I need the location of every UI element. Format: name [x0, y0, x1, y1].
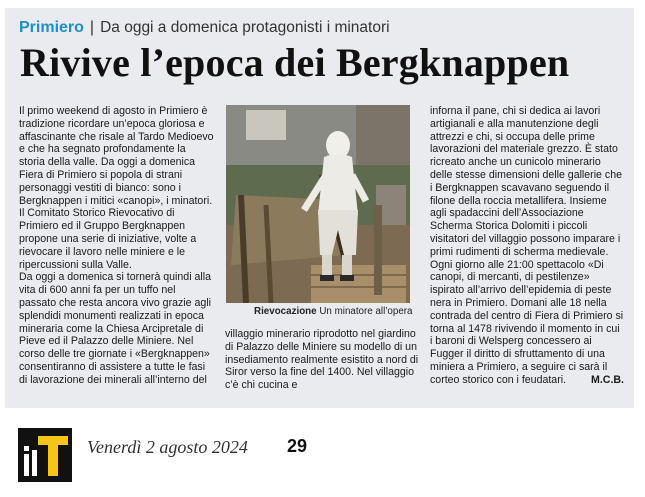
article-photo [226, 105, 410, 303]
author-signature: M.C.B. [591, 373, 624, 386]
paragraph: Il primo weekend di agosto in Primiero è tradizione ricordare un’epoca gloriosa e affascinante che risale al Tardo Medioevo e che ha segnato profondamente la storia della valle. Da oggi a domenica Fiera di Primiero si popola di strani personaggi vestiti di bianco: sono i Bergknappen i mitici «canopi», i minatori. Il Comitato Storico Rievocativo di Primiero ed il Gruppo Bergknappen propone una serie di iniziative, volte a rievocare il lavoro nelle miniere e le ripercussioni sulla Valle. [19, 105, 214, 271]
article-column-1 [19, 105, 214, 387]
kicker-subtitle: Da oggi a domenica protagonisti i minatori [100, 19, 390, 36]
kicker [19, 18, 390, 38]
kicker-divider: | [89, 19, 95, 36]
caption-lead: Rievocazione [254, 306, 317, 317]
photo-caption [254, 306, 412, 318]
issue-date: Venerdì 2 agosto 2024 [87, 437, 248, 457]
caption-text: Un minatore all’opera [319, 306, 413, 317]
article-panel [5, 8, 634, 408]
section-label: Primiero [19, 19, 84, 36]
article-column-2 [225, 328, 421, 392]
article-column-3 [430, 105, 624, 387]
photo-miner-illustration [226, 105, 410, 303]
paragraph: Da oggi a domenica si tornerà quindi alla vita di 600 anni fa per un tuffo nel passato che resta ancora vivo grazie agli splendidi monumenti realizzati in epoca mineraria come la Chiesa Arcipretale di Pieve ed il Palazzo delle Miniere. Nel corso delle tre giornate i «Bergknappen» consentiranno di assistere a tutte le fasi di lavorazione dei minerali all’interno del [19, 271, 211, 386]
paragraph: villaggio minerario riprodotto nel giardino di Palazzo delle Miniere su modello di un insediamento realmente esistito a nord di Siror verso la fine del 1400. Nel villaggio c’è chi cucina e [225, 328, 419, 392]
page-number: 29 [287, 436, 308, 456]
newspaper-logo-icon [18, 428, 72, 482]
headline: Rivive l’epoca dei Bergknappen [20, 40, 570, 85]
paragraph: inforna il pane, chi si dedica ai lavori artigianali e alla manutenzione degli attrezzi e chi, si occupa delle prime lavorazioni del materiale grezzo. È stato ricreato anche un cunicolo minerario delle stesse dimensioni delle gallerie che i Bergknappen scavavano seguendo il filone della roccia metallifera. Insieme agli spadaccini dell’Associazione Scherma Storica Dolomiti i piccoli visitatori del villaggio possono imparare i primi rudimenti di scherma medievale. Ogni giorno alle 21:00 spettacolo «Di canopi, di mercanti, di pestilenze» ispirato all’arrivo dell’epidemia di peste nera in Primiero. Domani alle 18 nella contrada del centro di Fiera di Primiero si torna al 1478 rivivendo il momento in cui i baroni di Welsperg concessero ai Fugger il diritto di sfruttamento di una miniera a Primiero, a seguire ci sarà il corteo storico con i feudatari. [430, 105, 624, 386]
